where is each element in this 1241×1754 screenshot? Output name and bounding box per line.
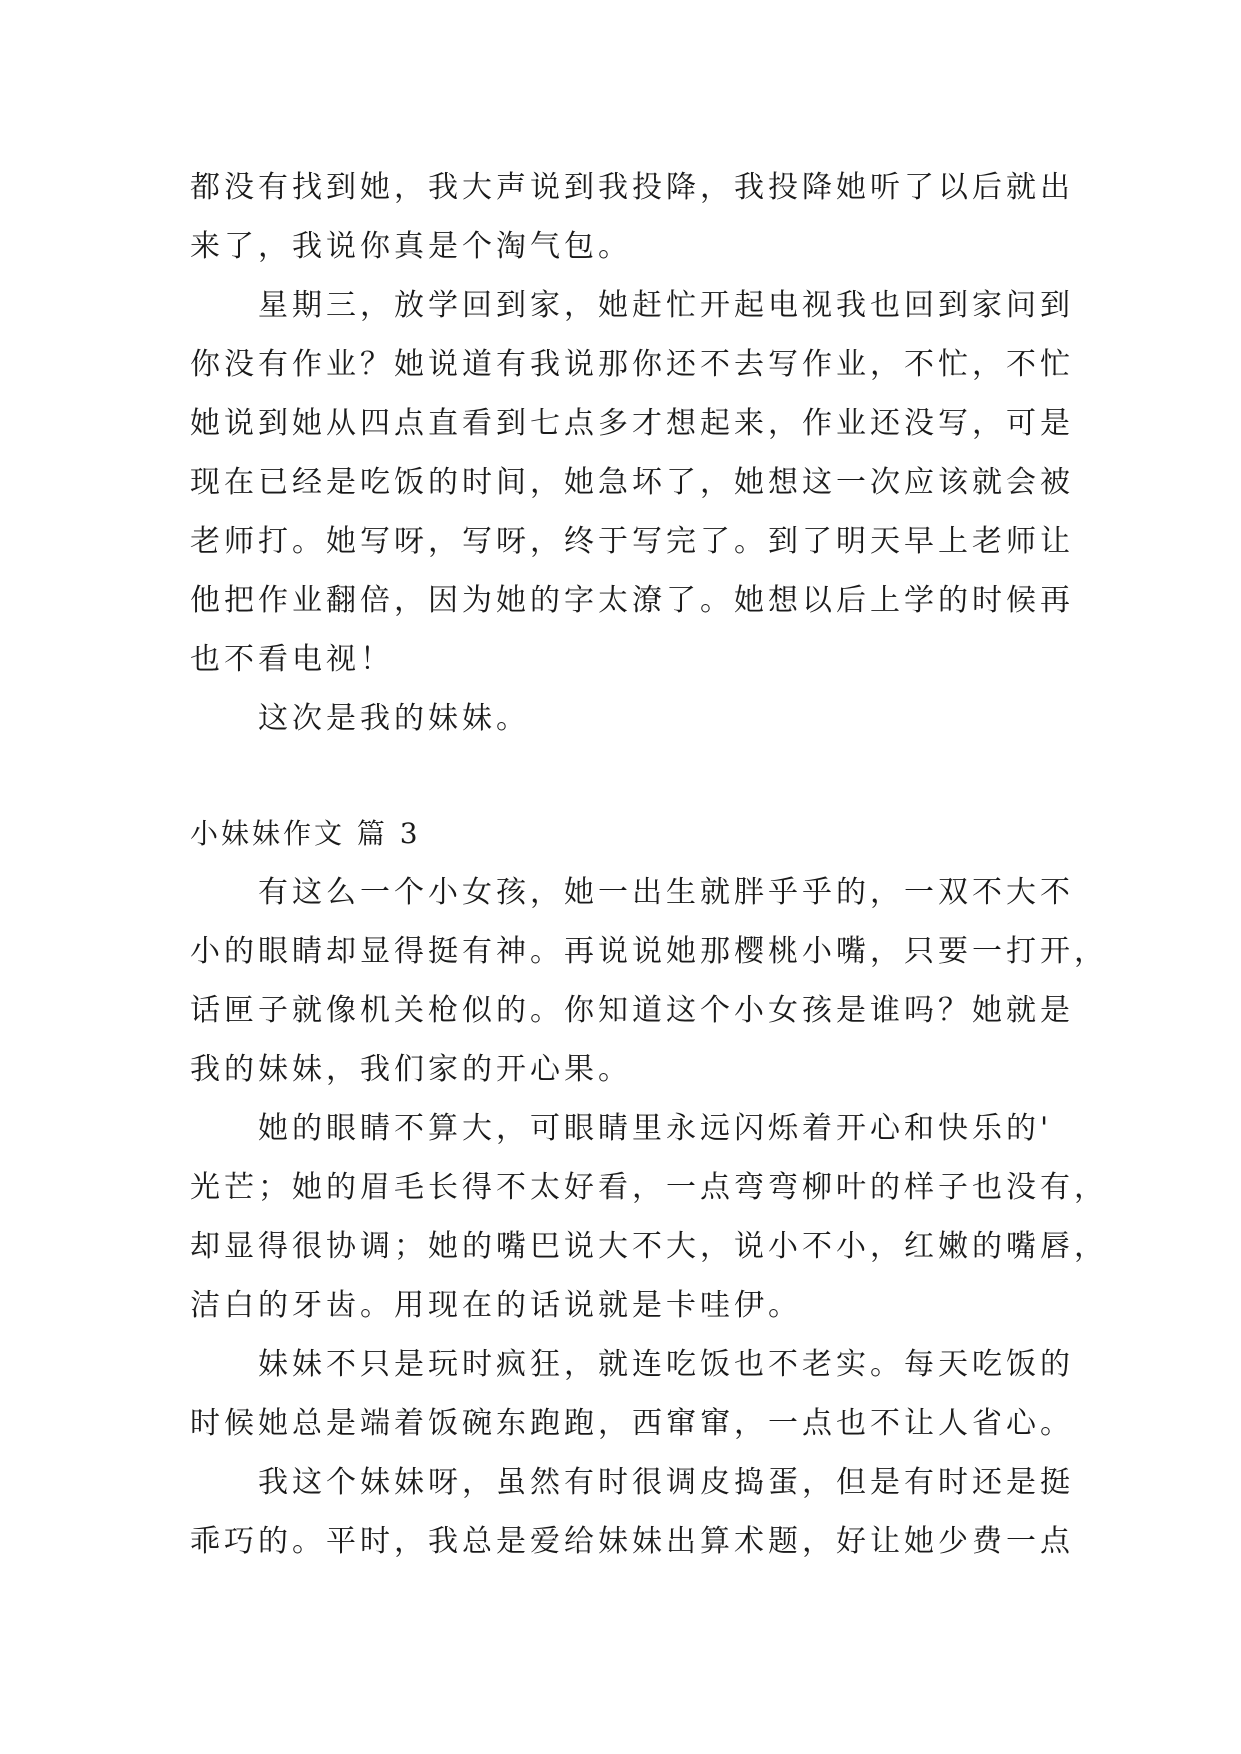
text-line: 星期三，放学回到家，她赶忙开起电视我也回到家问到 xyxy=(258,288,1074,323)
paragraph-intro xyxy=(190,863,1108,1099)
text-line: 话匣子就像机关枪似的。你知道这个小女孩是谁吗？她就是 xyxy=(190,993,1074,1028)
text-line: 光芒；她的眉毛长得不太好看，一点弯弯柳叶的样子也没有， xyxy=(190,1170,1108,1205)
paragraph-naughty xyxy=(190,1453,1074,1571)
text-line: 小的眼睛却显得挺有神。再说说她那樱桃小嘴，只要一打开， xyxy=(190,934,1108,969)
text-line: 老师打。她写呀，写呀，终于写完了。到了明天早上老师让 xyxy=(190,524,1074,559)
text-line: 你没有作业？她说道有我说那你还不去写作业，不忙，不忙 xyxy=(190,347,1074,382)
section-heading xyxy=(190,804,1052,863)
text-line: 妹妹不只是玩时疯狂，就连吃饭也不老实。每天吃饭的 xyxy=(258,1347,1074,1382)
document-body xyxy=(190,158,1108,1571)
paragraph-eyes xyxy=(190,1099,1108,1335)
text-line: 现在已经是吃饭的时间，她急坏了，她想这一次应该就会被 xyxy=(190,465,1074,500)
text-line: 我的妹妹，我们家的开心果。 xyxy=(190,1052,632,1087)
text-line: 有这么一个小女孩，她一出生就胖乎乎的，一双不大不 xyxy=(258,875,1074,910)
text-line: 她说到她从四点直看到七点多才想起来，作业还没写，可是 xyxy=(190,406,1074,441)
paragraph-wednesday xyxy=(190,276,1074,689)
text-line: 也不看电视！ xyxy=(190,642,394,677)
text-line: 我这个妹妹呀，虽然有时很调皮捣蛋，但是有时还是挺 xyxy=(258,1465,1074,1500)
text-line: 时候她总是端着饭碗东跑跑，西窜窜，一点也不让人省心。 xyxy=(190,1406,1074,1441)
section-title: 小妹妹作文 篇 3 xyxy=(190,817,421,850)
text-line: 她的眼睛不算大，可眼睛里永远闪烁着开心和快乐的' xyxy=(258,1111,1053,1146)
section-gap xyxy=(190,748,1052,804)
text-line: 乖巧的。平时，我总是爱给妹妹出算术题，好让她少费一点 xyxy=(190,1524,1074,1559)
text-line: 都没有找到她，我大声说到我投降，我投降她听了以后就出 xyxy=(190,170,1074,205)
paragraph-continued xyxy=(190,158,1074,276)
text-line: 却显得很协调；她的嘴巴说大不大，说小不小，红嫩的嘴唇， xyxy=(190,1229,1108,1264)
text-line: 洁白的牙齿。用现在的话说就是卡哇伊。 xyxy=(190,1288,802,1323)
text-line: 来了，我说你真是个淘气包。 xyxy=(190,229,632,264)
paragraph-closing xyxy=(190,689,1052,748)
paragraph-eating xyxy=(190,1335,1074,1453)
text-line: 这次是我的妹妹。 xyxy=(258,701,530,736)
text-line: 他把作业翻倍，因为她的字太潦了。她想以后上学的时候再 xyxy=(190,583,1074,618)
